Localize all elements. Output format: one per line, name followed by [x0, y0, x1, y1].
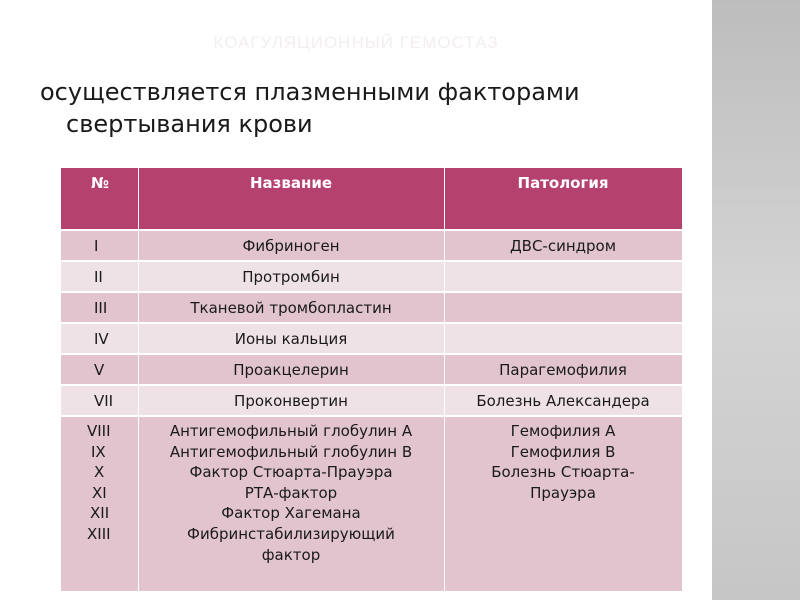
factor-names [138, 416, 444, 591]
factor-name: фактор [261, 545, 321, 564]
factor-name: Тканевой тромбопластин [138, 292, 444, 323]
factor-pathology [444, 292, 682, 323]
factor-name: Ионы кальция [138, 323, 444, 354]
factor-number: IX [91, 442, 106, 461]
factor-pathology: Болезнь Александера [444, 385, 682, 416]
table-header-row [61, 168, 682, 230]
factor-number: VIII [87, 422, 111, 440]
header-name: Название [138, 168, 444, 230]
factor-pathology: Болезнь Стюарта- [491, 463, 635, 482]
factor-pathology: Парагемофилия [444, 354, 682, 385]
factor-pathology: ДВС-синдром [444, 230, 682, 261]
coagulation-factors-table [61, 168, 683, 591]
factor-number: VII [61, 385, 138, 416]
table-row [61, 385, 682, 416]
factor-number: II [61, 261, 138, 292]
factor-pathology [444, 323, 682, 354]
factor-name: Фактор Хагемана [221, 504, 361, 523]
table-row [61, 323, 682, 354]
slide-title: КОАГУЛЯЦИОННЫЙ ГЕМОСТАЗ [213, 33, 499, 52]
factor-name: РТА-фактор [244, 483, 338, 502]
factor-name: Протромбин [138, 261, 444, 292]
factor-name: Фактор Стюарта-Прауэра [189, 463, 393, 482]
factor-number: III [61, 292, 138, 323]
factor-numbers [61, 416, 138, 591]
factor-number: V [61, 354, 138, 385]
factor-number: XIII [87, 524, 111, 543]
factor-number: X [94, 463, 105, 482]
factor-name: Фибринстабилизирующий [187, 524, 395, 543]
factor-number: XI [92, 483, 107, 502]
factor-name: Фибриноген [138, 230, 444, 261]
factor-pathologies [444, 416, 682, 591]
factor-name: Антигемофильный глобулин А [169, 422, 413, 440]
factor-pathology: Прауэра [530, 483, 596, 502]
factor-number: XII [90, 504, 110, 523]
factor-name: Проакцелерин [138, 354, 444, 385]
subtitle-line-2: свертывания крови [66, 110, 313, 138]
table-row [61, 354, 682, 385]
header-number: № [61, 168, 138, 230]
table-row [61, 292, 682, 323]
factor-name: Проконвертин [138, 385, 444, 416]
subtitle-line-1: осуществляется плазменными факторами [40, 78, 580, 106]
factor-name: Антигемофильный глобулин В [169, 442, 413, 461]
factor-pathology: Гемофилия А [510, 422, 616, 440]
table-row-group [61, 416, 682, 591]
factor-number: I [61, 230, 138, 261]
factor-pathology: Гемофилия В [510, 442, 616, 461]
side-decoration-band [712, 0, 800, 600]
header-pathology: Патология [444, 168, 682, 230]
slide-subtitle [40, 76, 680, 140]
table-row [61, 230, 682, 261]
factor-pathology [444, 261, 682, 292]
table-row [61, 261, 682, 292]
factor-number: IV [61, 323, 138, 354]
